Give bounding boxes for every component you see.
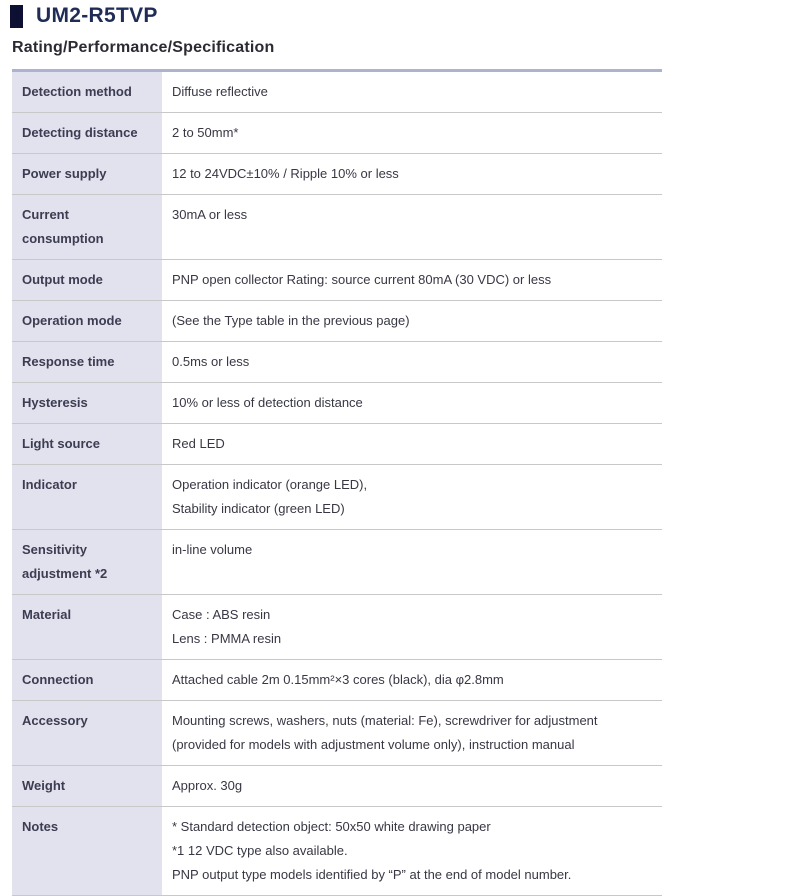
spec-value-line: Operation indicator (orange LED), (172, 477, 368, 492)
spec-row (12, 113, 662, 154)
title-accent-bar (10, 5, 23, 28)
spec-row (12, 807, 662, 896)
spec-value-line: 2 to 50mm* (172, 125, 239, 140)
spec-label-line: Material (22, 607, 72, 622)
spec-value-cell (162, 383, 662, 423)
spec-label-cell (12, 260, 162, 300)
spec-value-line: 30mA or less (172, 207, 248, 222)
spec-label-line: Weight (22, 778, 66, 793)
spec-value-line: (See the Type table in the previous page) (172, 313, 410, 328)
spec-label-cell (12, 383, 162, 423)
spec-label-line: Accessory (22, 713, 88, 728)
spec-label-cell (12, 595, 162, 659)
spec-label-cell (12, 301, 162, 341)
spec-row (12, 195, 662, 260)
spec-value-line: * Standard detection object: 50x50 white drawing paper (172, 819, 491, 834)
spec-value-cell (162, 195, 662, 259)
spec-value-cell (162, 342, 662, 382)
spec-value-cell (162, 424, 662, 464)
spec-value-cell (162, 301, 662, 341)
spec-label-line: Connection (22, 672, 94, 687)
spec-value-line: 0.5ms or less (172, 354, 250, 369)
page-title: UM2-R5TVP (36, 4, 158, 27)
spec-label-line: adjustment *2 (22, 566, 108, 581)
spec-value-line: PNP open collector Rating: source current 80mA (30 VDC) or less (172, 272, 552, 287)
spec-row (12, 424, 662, 465)
spec-label-line: consumption (22, 231, 104, 246)
spec-label-cell (12, 72, 162, 112)
spec-label-cell (12, 701, 162, 765)
spec-value-cell (162, 595, 662, 659)
spec-value-cell (162, 766, 662, 806)
spec-label-cell (12, 154, 162, 194)
spec-label-cell (12, 424, 162, 464)
spec-value-line: 12 to 24VDC±10% / Ripple 10% or less (172, 166, 399, 181)
spec-label-line: Light source (22, 436, 101, 451)
spec-label-cell (12, 342, 162, 382)
spec-label-cell (12, 465, 162, 529)
spec-label-line: Output mode (22, 272, 103, 287)
spec-row (12, 260, 662, 301)
spec-label-cell (12, 660, 162, 700)
spec-label-line: Sensitivity (22, 542, 88, 557)
spec-label-line: Current (22, 207, 69, 222)
spec-value-line: Red LED (172, 436, 225, 451)
spec-row (12, 342, 662, 383)
spec-label-cell (12, 807, 162, 895)
spec-value-cell (162, 465, 662, 529)
spec-value-line: Mounting screws, washers, nuts (material: Fe), screwdriver for adjustment (172, 713, 598, 728)
spec-label-cell (12, 195, 162, 259)
spec-value-line: in-line volume (172, 542, 253, 557)
spec-row (12, 154, 662, 195)
spec-value-cell (162, 72, 662, 112)
spec-label-line: Operation mode (22, 313, 122, 328)
spec-value-cell (162, 530, 662, 594)
spec-row (12, 766, 662, 807)
spec-value-line: Stability indicator (green LED) (172, 501, 345, 516)
spec-label-cell (12, 766, 162, 806)
spec-value-line: Approx. 30g (172, 778, 243, 793)
spec-label-line: Response time (22, 354, 115, 369)
spec-label-line: Notes (22, 819, 59, 834)
spec-label-line: Detection method (22, 84, 132, 99)
spec-label-line: Detecting distance (22, 125, 138, 140)
spec-value-line: *1 12 VDC type also available. (172, 843, 348, 858)
spec-value-line: Lens : PMMA resin (172, 631, 282, 646)
spec-value-line: PNP output type models identified by “P” at the end of model number. (172, 867, 572, 882)
spec-row (12, 660, 662, 701)
spec-label-cell (12, 113, 162, 153)
spec-row (12, 383, 662, 424)
spec-value-cell (162, 701, 662, 765)
spec-value-line: (provided for models with adjustment volume only), instruction manual (172, 737, 575, 752)
spec-value-cell (162, 113, 662, 153)
spec-value-line: Diffuse reflective (172, 84, 268, 99)
spec-value-cell (162, 260, 662, 300)
spec-label-line: Power supply (22, 166, 107, 181)
spec-label-line: Indicator (22, 477, 77, 492)
spec-row (12, 465, 662, 530)
spec-value-line: Case : ABS resin (172, 607, 271, 622)
spec-row (12, 595, 662, 660)
section-heading: Rating/Performance/Specification (12, 39, 275, 56)
spec-row (12, 701, 662, 766)
spec-table (12, 69, 662, 896)
spec-value-cell (162, 807, 662, 895)
spec-value-cell (162, 154, 662, 194)
spec-row (12, 301, 662, 342)
spec-row (12, 530, 662, 595)
spec-row (12, 72, 662, 113)
page-header (10, 4, 795, 28)
spec-label-line: Hysteresis (22, 395, 88, 410)
spec-value-cell (162, 660, 662, 700)
spec-value-line: Attached cable 2m 0.15mm²×3 cores (black), dia φ2.8mm (172, 672, 504, 687)
spec-label-cell (12, 530, 162, 594)
spec-value-line: 10% or less of detection distance (172, 395, 363, 410)
